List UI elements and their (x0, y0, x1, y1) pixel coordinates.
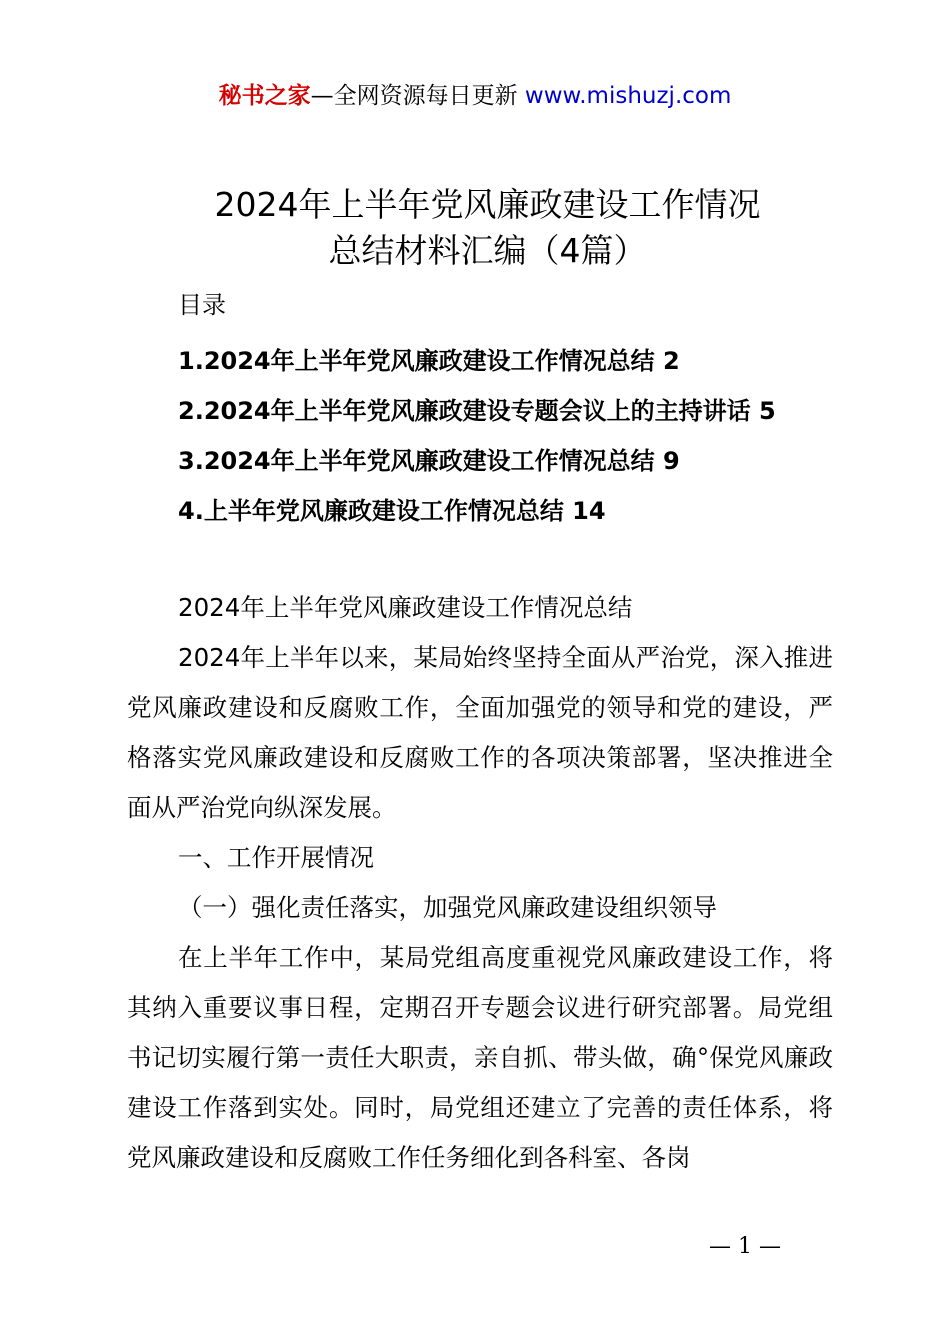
toc-item-4: 4.上半年党风廉政建设工作情况总结 14 (178, 497, 606, 525)
toc-item-2: 2.2024年上半年党风廉政建设专题会议上的主持讲话 5 (178, 397, 776, 425)
body-paragraph: 在上半年工作中，某局党组高度重视党风廉政建设工作，将其纳入重要议事日程，定期召开专题会议进行研究部署。局党组书记切实履行第一责任大职责，亲自抓、带头做，确°保党风廉政建设工作落到实处。同时，局党组还建立了完善的责任体系，将党风廉政建设和反腐败工作任务细化到各科室、各岗 (127, 943, 833, 1172)
brand-name: 秘书之家 (218, 83, 311, 109)
site-header (0, 80, 950, 112)
subsection-heading: （一）强化责任落实，加强党风廉政建设组织领导 (178, 893, 717, 922)
title-line-2: 总结材料汇编（4篇） (328, 231, 647, 270)
site-url-link[interactable]: www.mishuzj.com (517, 83, 732, 109)
page-number: — 1 — (709, 1234, 781, 1259)
section-heading: 一、工作开展情况 (178, 843, 374, 872)
toc-item-3: 3.2024年上半年党风廉政建设工作情况总结 9 (178, 447, 680, 475)
toc-heading: 目录 (178, 291, 226, 319)
intro-paragraph: 2024年上半年以来，某局始终坚持全面从严治党，深入推进党风廉政建设和反腐败工作，全面加强党的领导和党的建设，严格落实党风廉政建设和反腐败工作的各项决策部署，坚决推进全面从严治党向纵深发展。 (127, 643, 833, 822)
title-line-1: 2024年上半年党风廉政建设工作情况 (214, 185, 761, 224)
document-title (0, 182, 950, 274)
table-of-contents (178, 336, 776, 536)
document-body (127, 583, 833, 1183)
header-tagline: —全网资源每日更新 (310, 83, 518, 109)
section-title: 2024年上半年党风廉政建设工作情况总结 (178, 593, 633, 622)
toc-item-1: 1.2024年上半年党风廉政建设工作情况总结 2 (178, 347, 680, 375)
